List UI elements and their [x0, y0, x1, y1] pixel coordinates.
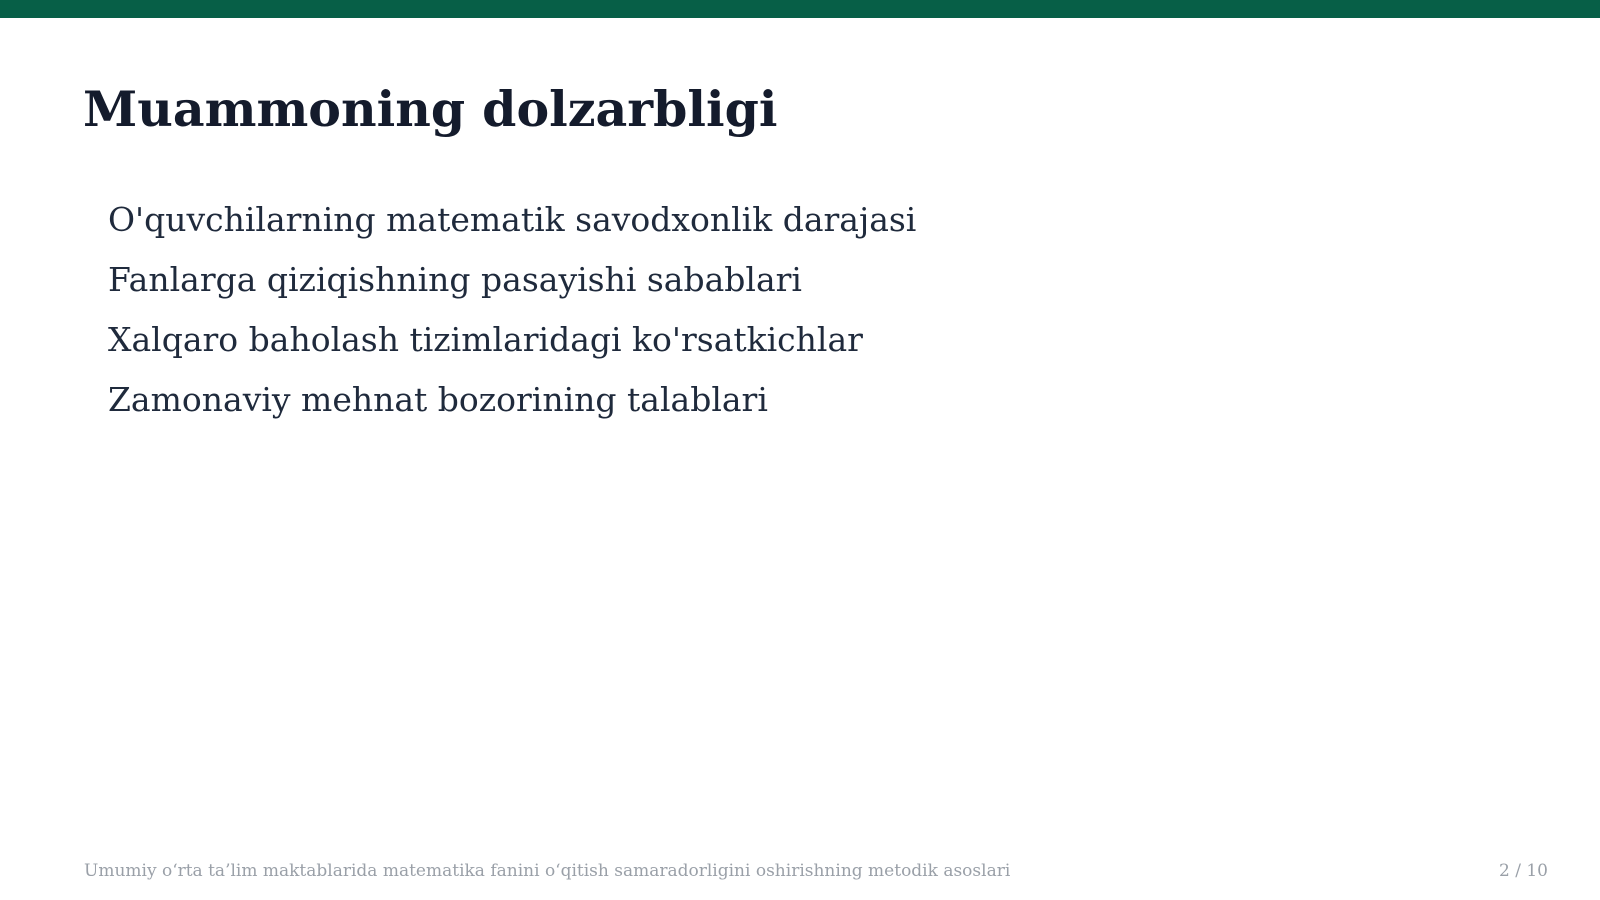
top-accent-bar [0, 0, 1600, 18]
page-number: 2 / 10 [1499, 861, 1548, 881]
bullet-item: Xalqaro baholash tizimlaridagi ko'rsatkichlar [108, 320, 863, 359]
bullet-item: O'quvchilarning matematik savodxonlik darajasi [108, 200, 917, 239]
bullet-list [108, 190, 916, 430]
slide-title: Muammoning dolzarbligi [83, 80, 778, 138]
footer-title: Umumiy o‘rta ta’lim maktablarida matematika fanini o‘qitish samaradorligini oshirishning metodik asoslari [84, 861, 1011, 881]
bullet-item: Zamonaviy mehnat bozorining talablari [108, 380, 768, 419]
bullet-item: Fanlarga qiziqishning pasayishi sabablari [108, 260, 802, 299]
